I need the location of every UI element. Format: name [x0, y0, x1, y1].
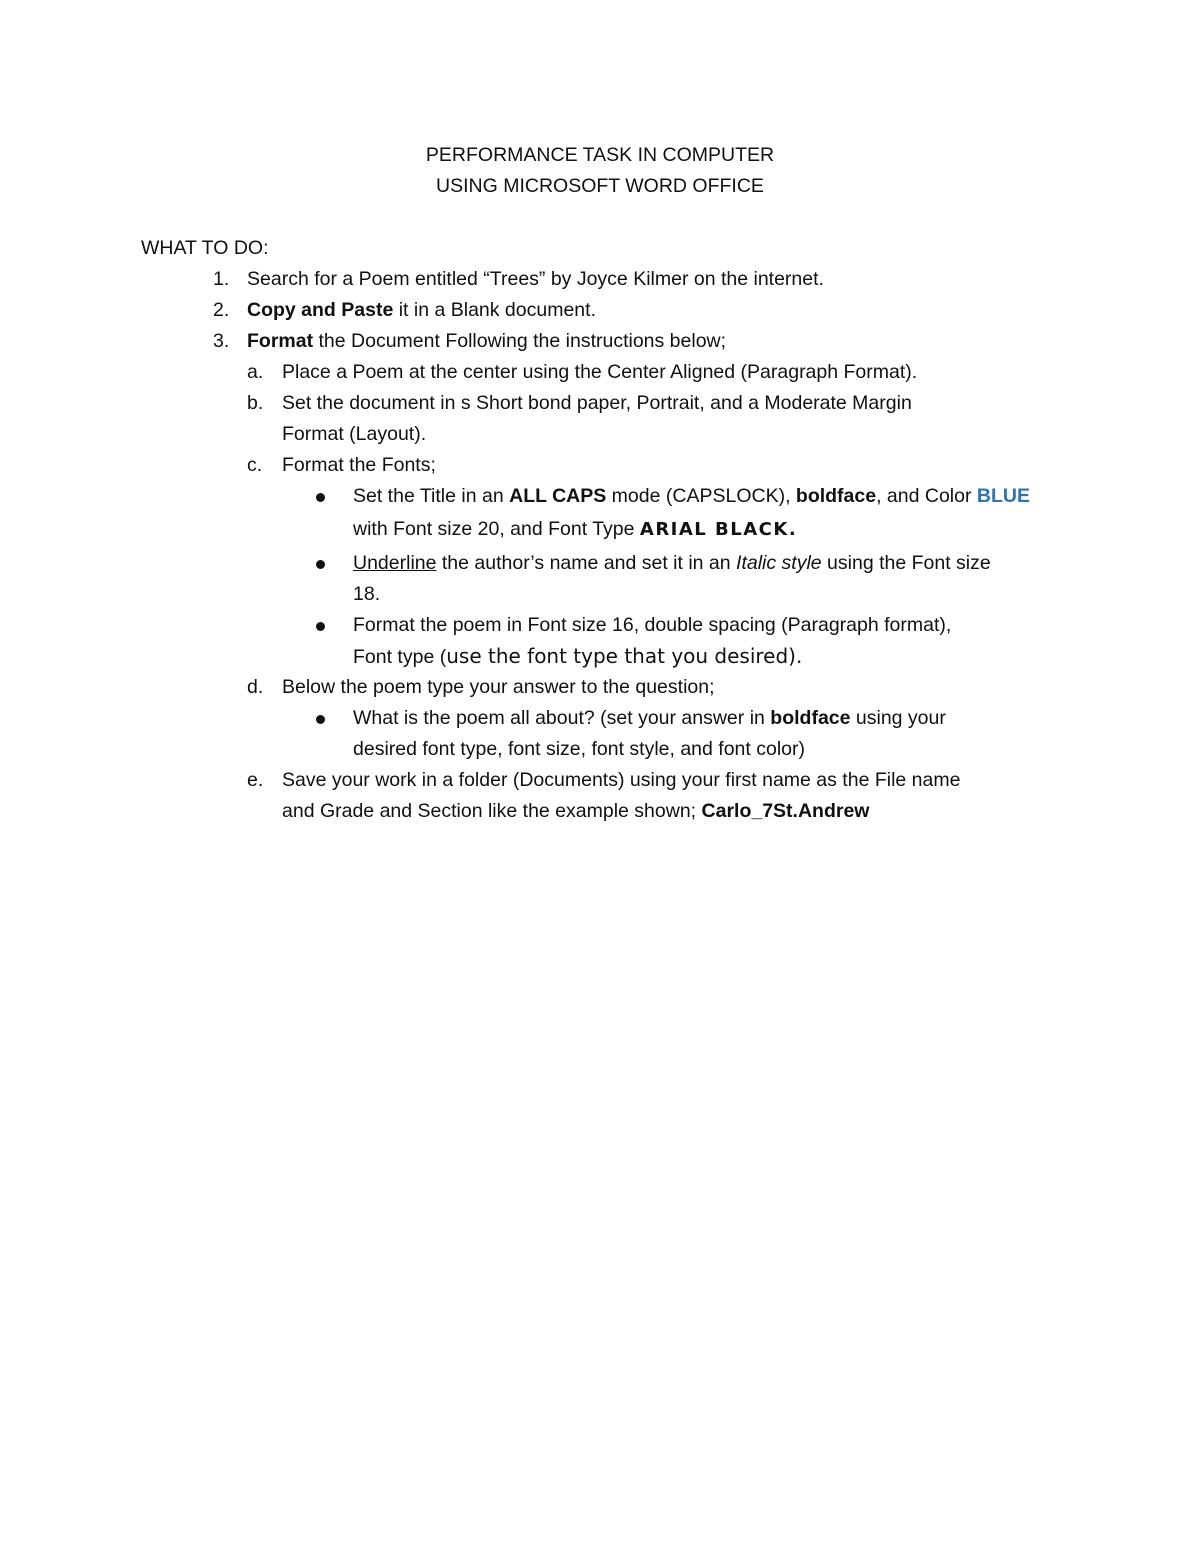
text: , and Color: [876, 485, 977, 507]
bullet-icon: [316, 560, 325, 569]
list-item-a: Place a Poem at the center using the Center Aligned (Paragraph Format).: [282, 361, 918, 383]
text: using the Font size: [821, 552, 991, 574]
bullet-item-poem-line-1: Format the poem in Font size 16, double spacing (Paragraph format),: [353, 614, 952, 636]
list-item-e-line-2: [282, 796, 869, 827]
item-text: the Document Following the instructions below;: [313, 330, 727, 352]
bold-text: boldface: [795, 485, 877, 507]
list-marker-3: 3.: [213, 330, 230, 352]
document-title-line-1: PERFORMANCE TASK IN COMPUTER: [425, 144, 775, 166]
arial-black-text: ARIAL BLACK.: [639, 519, 798, 540]
bullet-icon: [316, 622, 325, 631]
large-font-text: use the font type that you desired).: [446, 644, 803, 668]
item-text: it in a Blank document.: [393, 299, 596, 321]
document-title-line-2: USING MICROSOFT WORD OFFICE: [436, 175, 764, 197]
text: Font type (: [353, 646, 447, 668]
text: What is the poem all about? (set your answer in: [353, 707, 771, 729]
text: mode (CAPSLOCK),: [606, 485, 796, 507]
list-item-2: [247, 295, 596, 326]
text: using your: [850, 707, 946, 729]
bold-text: Copy and Paste: [247, 299, 394, 321]
list-item-3: [247, 326, 726, 357]
bullet-item-title-line-1: [353, 481, 1030, 512]
text: with Font size 20, and Font Type: [353, 518, 640, 540]
bullet-item-question-line-2: desired font type, font size, font style, and font color): [353, 738, 805, 760]
list-marker-d: d.: [247, 676, 264, 698]
list-item-e-line-1: Save your work in a folder (Documents) using your first name as the File name: [282, 769, 961, 791]
bullet-icon: [316, 715, 325, 724]
bullet-item-author-line-1: [353, 548, 991, 579]
list-marker-2: 2.: [213, 299, 230, 321]
bold-text: boldface: [770, 707, 851, 729]
bullet-item-question-line-1: [353, 703, 946, 734]
bold-text: ALL CAPS: [509, 485, 607, 507]
list-marker-a: a.: [247, 361, 264, 383]
list-item-b-line-2: Format (Layout).: [282, 423, 427, 445]
blue-text: BLUE: [976, 485, 1030, 507]
section-heading: WHAT TO DO:: [141, 237, 269, 259]
bullet-item-poem-line-2: [353, 641, 802, 673]
list-item-d: Below the poem type your answer to the question;: [282, 676, 715, 698]
text: the author’s name and set it in an: [436, 552, 737, 574]
underlined-text: Underline: [353, 552, 437, 574]
bold-text: Format: [247, 330, 314, 352]
italic-text: Italic style: [736, 552, 822, 574]
bullet-item-author-line-2: 18.: [353, 583, 381, 605]
list-marker-e: e.: [247, 769, 264, 791]
text: Set the Title in an: [353, 485, 510, 507]
text: and Grade and Section like the example shown;: [282, 800, 702, 822]
bullet-item-title-line-2: [353, 514, 797, 545]
list-marker-1: 1.: [213, 268, 230, 290]
list-marker-b: b.: [247, 392, 264, 414]
list-marker-c: c.: [247, 454, 263, 476]
bullet-icon: [316, 493, 325, 502]
list-item-c: Format the Fonts;: [282, 454, 436, 476]
bold-text: Carlo_7St.Andrew: [701, 800, 870, 822]
list-item-b-line-1: Set the document in s Short bond paper, Portrait, and a Moderate Margin: [282, 392, 912, 414]
list-item-1: Search for a Poem entitled “Trees” by Joyce Kilmer on the internet.: [247, 268, 824, 290]
